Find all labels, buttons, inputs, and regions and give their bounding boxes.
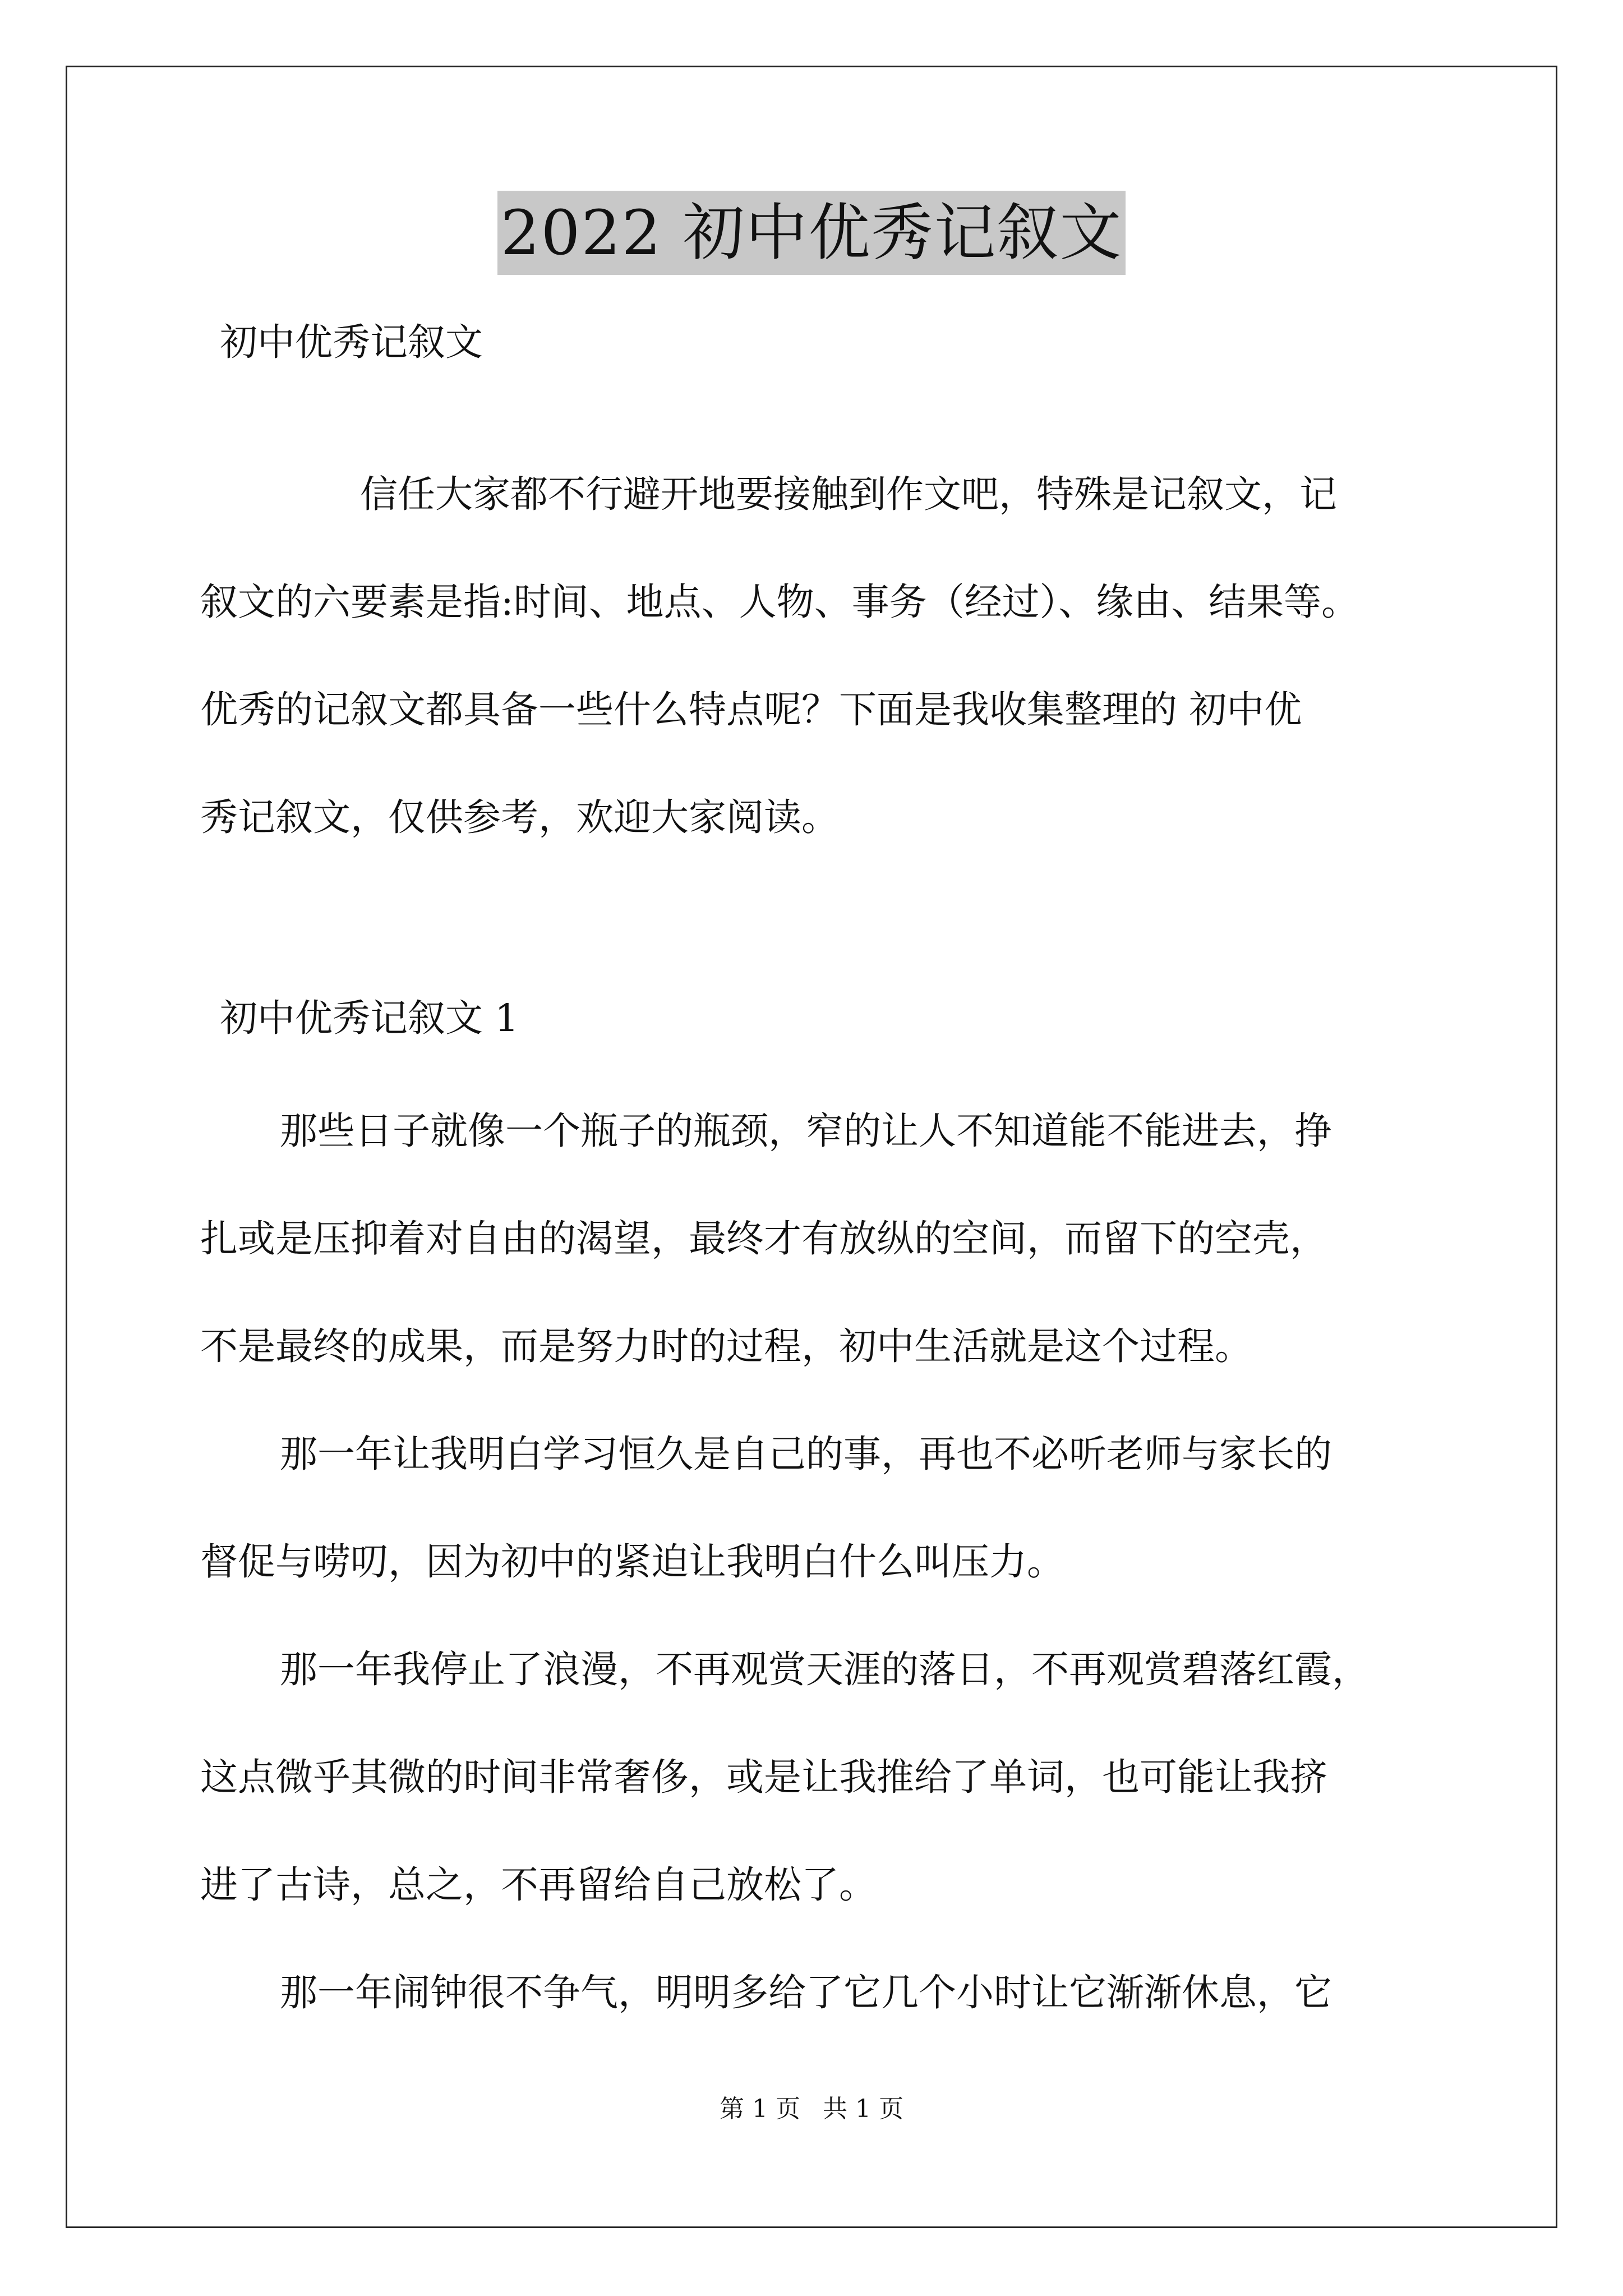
body-paragraph-4 bbox=[200, 1939, 1434, 2046]
paragraph-line: 那一年让我明白学习恒久是自己的事，再也不必听老师与家长的 bbox=[280, 1432, 1332, 1476]
paragraph-line: 不是最终的成果，而是努力时的过程，初中生活就是这个过程。 bbox=[200, 1324, 1252, 1368]
paragraph-line: 那一年我停止了浪漫，不再观赏天涯的落日，不再观赏碧落红霞， bbox=[280, 1648, 1370, 1691]
paragraph-line: 这点微乎其微的时间非常奢侈，或是让我推给了单词，也可能让我挤 bbox=[200, 1755, 1327, 1799]
paragraph-line: 那些日子就像一个瓶子的瓶颈，窄的让人不知道能不能进去，挣 bbox=[280, 1109, 1332, 1153]
intro-paragraph bbox=[200, 440, 1434, 871]
intro-line: 信任大家都不行避开地要接触到作文吧，特殊是记叙文，记 bbox=[360, 472, 1337, 516]
page-footer bbox=[0, 2092, 1623, 2126]
paragraph-line: 进了古诗，总之，不再留给自己放松了。 bbox=[200, 1863, 877, 1907]
page-total: 共 1 页 bbox=[823, 2095, 903, 2123]
paragraph-line: 扎或是压抑着对自由的渴望，最终才有放纵的空间，而留下的空壳， bbox=[200, 1217, 1327, 1260]
body-paragraph-3 bbox=[200, 1616, 1434, 1939]
intro-line: 优秀的记叙文都具备一些什么特点呢？下面是我收集整理的 初中优 bbox=[200, 688, 1302, 731]
document-subtitle: 初中优秀记叙文 bbox=[220, 320, 483, 364]
intro-line: 叙文的六要素是指:时间、地点、人物、事务（经过）、缘由、结果等。 bbox=[200, 580, 1359, 624]
title-container bbox=[0, 191, 1623, 275]
paragraph-line: 那一年闹钟很不争气，明明多给了它几个小时让它渐渐休息，它 bbox=[280, 1971, 1332, 2014]
body-paragraph-1 bbox=[200, 1077, 1434, 1400]
intro-line: 秀记叙文，仅供参考，欢迎大家阅读。 bbox=[200, 795, 839, 839]
paragraph-line: 督促与唠叨，因为初中的紧迫让我明白什么叫压力。 bbox=[200, 1540, 1064, 1584]
body-paragraph-2 bbox=[200, 1400, 1434, 1616]
section-heading: 初中优秀记叙文 1 bbox=[220, 996, 519, 1040]
page-number: 第 1 页 bbox=[720, 2095, 800, 2123]
document-title: 2022 初中优秀记叙文 bbox=[497, 191, 1126, 275]
